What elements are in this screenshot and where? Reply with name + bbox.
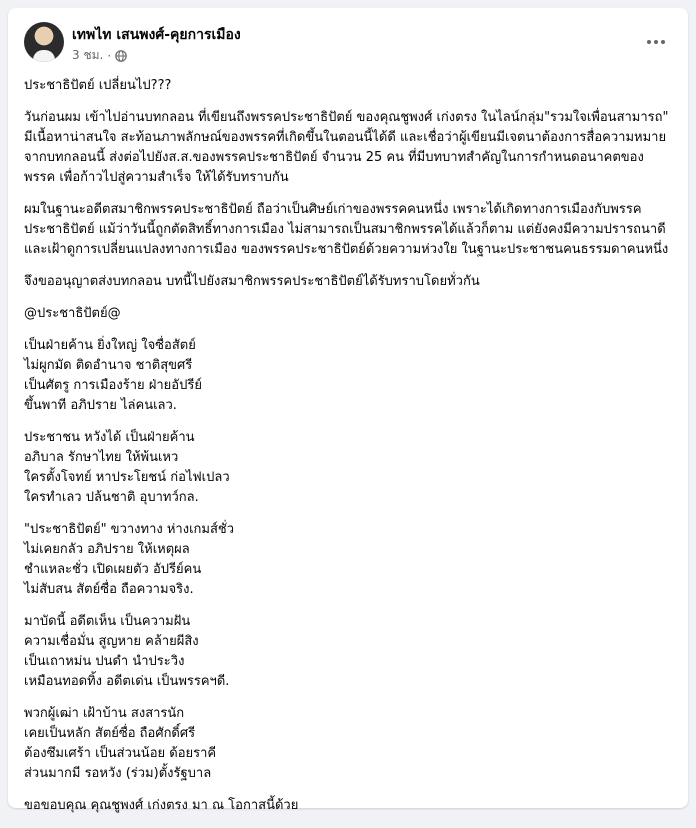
author-name[interactable]: เทพไท เสนพงศ์-คุยการเมือง xyxy=(72,27,241,43)
more-options-button[interactable] xyxy=(640,26,672,58)
poem-stanza: มาบัดนี้ อดีตเห็น เป็นความฝัน ความเชื่อมั่น สูญหาย คล้ายผีสิง เป็นเถาหม่น ปนดำ นำประวิง เหมือนทอดทิ้ง อดีตเด่น เป็นพรรคฯดี. xyxy=(24,614,230,689)
post-header xyxy=(24,22,672,66)
post-paragraph: ขอขอบคุณ คุณชูพงศ์ เก่งตรง มา ณ โอกาสนี้ด้วย xyxy=(24,798,299,813)
post-paragraph: @ประชาธิปัตย์@ xyxy=(24,306,121,321)
post-card xyxy=(8,8,688,813)
author-avatar[interactable] xyxy=(24,22,64,62)
post-paragraph: ผมในฐานะอดีตสมาชิกพรรคประชาธิปัตย์ ถือว่าเป็นศิษย์เก่าของพรรคคนหนึ่ง เพราะได้เกิดทางการเมืองกับพรรคประชาธิปัตย์ แม้ว่าวันนี้ถูกตัดสิทธิ์ทางการเมือง ไม่สามารถเป็นสมาชิกพรรคได้แล้วก็ตาม แต่ยังคงมีความปรารถนาดี และเฝ้าดูการเปลี่ยนแปลงทางการเมือง ของพรรคประชาธิปัตย์ด้วยความห่วงใย ในฐานะประชาชนคนธรรมดาคนหนึ่ง xyxy=(24,202,669,257)
post-paragraph: วันก่อนผม เข้าไปอ่านบทกลอน ที่เขียนถึงพรรคประชาธิปัตย์ ของคุณชูพงศ์ เก่งตรง ในไลน์กลุ่ม"รวมใจเพื่อนสามารถ" มีเนื้อหาน่าสนใจ สะท้อนภาพลักษณ์ของพรรคที่เกิดขึ้นในตอนนี้ได้ดี และเชื่อว่าผู้เขียนมีเจตนาต้องการสื่อความหมาย จากบทกลอนนี้ ส่งต่อไปยังส.ส.ของพรรคประชาธิปัตย์ จำนวน 25 คน ที่มีบทบาทสำคัญในการกำหนดอนาคตของพรรค เพื่อก้าวไปสู่ความสำเร็จ ให้ได้รับทราบกัน xyxy=(24,110,669,185)
poem-stanza: ประชาชน หวังได้ เป็นฝ่ายค้าน อภิบาล รักษาไทย ให้พ้นเหว ใครตั้งโจทย์ หาประโยชน์ ก่อไฟเปลว ใครทำเลว ปล้นชาติ อุบาทว์กล. xyxy=(24,430,230,505)
more-options-icon xyxy=(647,40,665,44)
poem-stanza: พวกผู้เฒ่า เฝ้าบ้าน สงสารนัก เคยเป็นหลัก สัตย์ซื่อ ถือศักดิ์ศรี ต้องซึมเศร้า เป็นส่วนน้อย ด้อยราคี ส่วนมากมี รอหวัง (ร่วม)ตั้งรัฐบาล xyxy=(24,706,217,781)
globe-icon xyxy=(115,50,127,62)
poem-stanza: "ประชาธิปัตย์" ขวางทาง ห่างเกมส์ชั่ว ไม่เคยกลัว อภิปราย ให้เหตุผล ชำแหละชั่ว เปิดเผยตัว อัปรีย์คน ไม่สับสน สัตย์ซื่อ ถือความจริง. xyxy=(24,522,235,597)
post-content xyxy=(24,76,674,828)
post-paragraph: ประชาธิปัตย์ เปลี่ยนไป??? xyxy=(24,78,172,93)
post-paragraph: จึงขออนุญาตส่งบทกลอน บทนี้ไปยังสมาชิกพรรคประชาธิปัตย์ได้รับทราบโดยทั่วกัน xyxy=(24,274,480,289)
meta-separator: · xyxy=(107,48,112,63)
post-timestamp[interactable]: 3 ชม. xyxy=(72,48,104,62)
post-meta xyxy=(72,46,127,65)
poem-stanza: เป็นฝ่ายค้าน ยิ่งใหญ่ ใจซื่อสัตย์ ไม่ผูกมัด ติดอำนาจ ชาติสุขศรี เป็นศัตรู การเมืองร้าย ฝ่ายอัปรีย์ ขึ้นพาที อภิปราย ไล่คนเลว. xyxy=(24,338,202,413)
